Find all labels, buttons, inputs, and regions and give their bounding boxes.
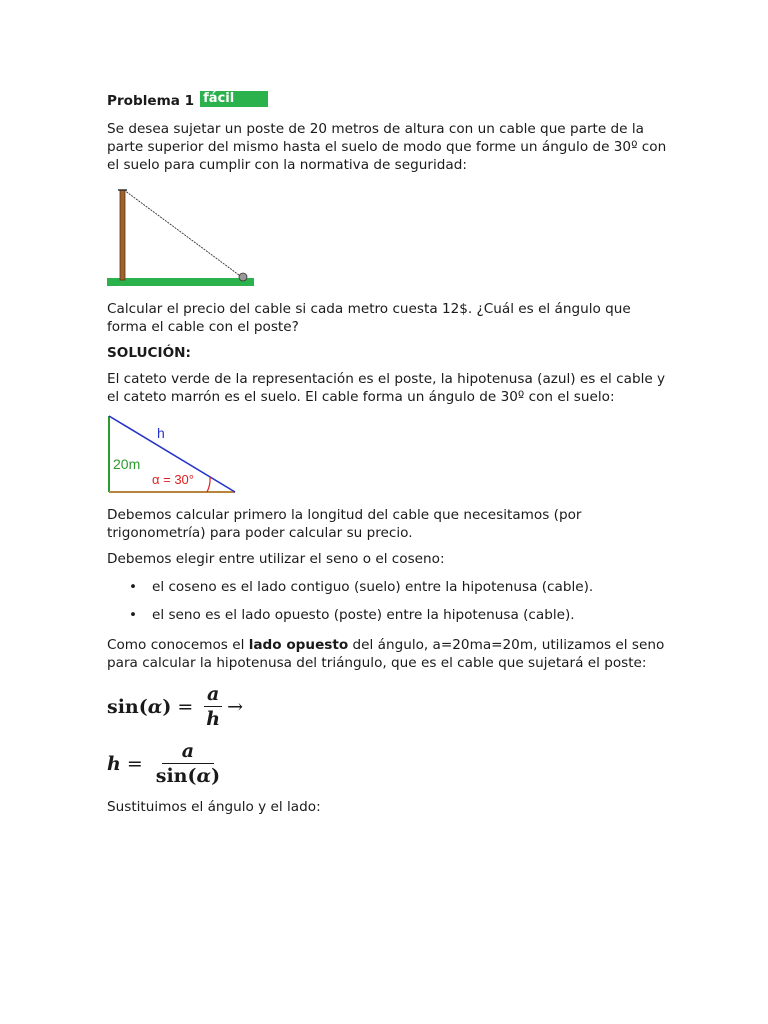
pole-cable-illustration bbox=[107, 182, 257, 292]
bullet-icon: • bbox=[129, 607, 138, 623]
triangle-diagram bbox=[107, 414, 242, 496]
step1-paragraph: Debemos calcular primero la longitud del cable que necesitamos (por trigonometría) para poder calcular su precio. bbox=[107, 507, 582, 541]
step3-before: Como conocemos el bbox=[107, 637, 249, 653]
solution-heading: SOLUCIÓN: bbox=[107, 345, 191, 361]
formula-hypotenuse bbox=[107, 739, 667, 788]
difficulty-badge: fácil bbox=[200, 91, 268, 107]
explanation-paragraph: El cateto verde de la representación es el poste, la hipotenusa (azul) es el cable y el cateto marrón es el suelo. El cable forma un ángulo de 30º con el suelo: bbox=[107, 371, 666, 405]
formula-sine bbox=[107, 682, 667, 731]
formula1-fraction bbox=[203, 682, 223, 731]
list-item bbox=[107, 578, 667, 596]
cable-anchor bbox=[239, 273, 247, 281]
intro-paragraph: Se desea sujetar un poste de 20 metros de altura con un cable que parte de la parte superior del mismo hasta el suelo de modo que forme un ángulo de 30º con el suelo para cumplir con la normativa de seguridad: bbox=[107, 121, 667, 173]
formula1-num: a bbox=[204, 682, 222, 707]
document-page bbox=[107, 90, 667, 824]
problem-header bbox=[107, 90, 667, 112]
question-paragraph: Calcular el precio del cable si cada metro cuesta 12$. ¿Cuál es el ángulo que forma el cable con el poste? bbox=[107, 301, 631, 335]
side-label: 20m bbox=[113, 456, 141, 472]
bullet-list bbox=[107, 578, 667, 624]
formula1-den: h bbox=[206, 708, 221, 730]
step2-paragraph: Debemos elegir entre utilizar el seno o el coseno: bbox=[107, 551, 445, 567]
hyp-label: h bbox=[157, 425, 165, 441]
formula1-fn: sin bbox=[107, 695, 139, 718]
formula2-arg: α bbox=[196, 765, 212, 787]
arrow-icon: → bbox=[227, 695, 244, 718]
bullet-icon: • bbox=[129, 579, 138, 595]
step3-bold: lado opuesto bbox=[248, 637, 349, 653]
formula2-lhs: h bbox=[107, 752, 121, 775]
angle-arc bbox=[207, 477, 210, 492]
cable-line bbox=[124, 190, 243, 278]
step3-after: del ángulo, a=20ma=20m, utilizamos el seno para calcular la hipotenusa del triángulo, que es el cable que sujetará el poste: bbox=[107, 637, 665, 671]
step3-paragraph bbox=[107, 636, 667, 672]
formula1-paren-close: ) bbox=[162, 695, 172, 718]
formula2-fraction bbox=[153, 739, 223, 788]
step4-paragraph: Sustituimos el ángulo y el lado: bbox=[107, 799, 321, 815]
formula1-arg: α bbox=[147, 695, 163, 718]
formula2-num: a bbox=[162, 739, 214, 764]
bullet-text: el coseno es el lado contiguo (suelo) entre la hipotenusa (cable). bbox=[152, 579, 594, 595]
bullet-text: el seno es el lado opuesto (poste) entre la hipotenusa (cable). bbox=[152, 607, 575, 623]
ground-bar bbox=[107, 278, 254, 286]
angle-label: α = 30° bbox=[152, 472, 194, 487]
formula2-den bbox=[153, 764, 223, 788]
formula2-paren-open: ( bbox=[187, 765, 197, 787]
formula2-fn: sin bbox=[155, 765, 188, 787]
formula2-paren-close: ) bbox=[211, 765, 221, 787]
equals-sign: = bbox=[126, 752, 143, 775]
equals-sign: = bbox=[177, 695, 194, 718]
pole bbox=[120, 190, 125, 280]
list-item bbox=[107, 606, 667, 624]
problem-title: Problema 1 bbox=[107, 93, 195, 109]
formula1-paren-open: ( bbox=[138, 695, 148, 718]
